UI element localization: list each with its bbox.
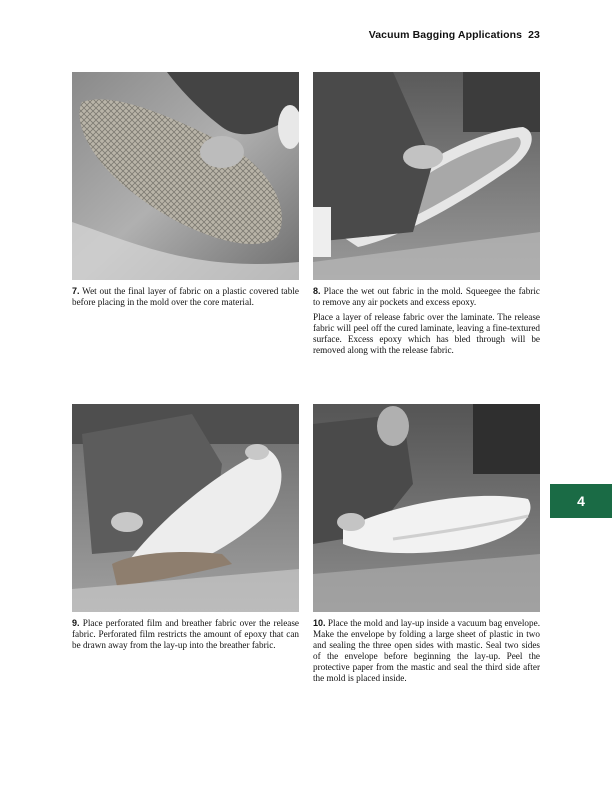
running-head-title: Vacuum Bagging Applications (368, 29, 523, 41)
caption-step-9 (72, 618, 299, 655)
chapter-tab: 4 (550, 484, 612, 518)
caption-text: Place the wet out fabric in the mold. Squeegee the fabric to remove any air pockets and excess epoxy. (313, 286, 540, 308)
caption-step-10 (313, 618, 540, 689)
caption-paragraph (72, 286, 299, 308)
step-number: 8. (313, 286, 321, 296)
photo-step-9 (72, 404, 299, 612)
caption-step-8 (313, 286, 540, 361)
photo-step-10 (313, 404, 540, 612)
caption-paragraph: Place a layer of release fabric over the laminate. The release fabric will peel off the cured laminate, leaving a fine-textured surface. Excess epoxy which has bled through will be removed along with the release fabric. (313, 312, 540, 356)
caption-paragraph (72, 618, 299, 651)
caption-text: Place perforated film and breather fabric over the release fabric. Perforated film restricts the amount of epoxy that can be drawn away from the lay-up into the breather fabric. (72, 618, 300, 651)
page-number: 23 (528, 29, 540, 41)
caption-text: Wet out the final layer of fabric on a plastic covered table before placing in the mold over the core material. (72, 286, 299, 308)
step-number: 9. (72, 618, 80, 628)
running-head (369, 29, 540, 41)
caption-step-7 (72, 286, 299, 312)
caption-text: Place the mold and lay-up inside a vacuum bag envelope. Make the envelope by folding a large sheet of plastic in two and sealing the three open sides with mastic. Seal two sides of the envelope before beginning the lay-up. Peel the protective paper from the mastic and seal the third side after the mold is placed inside. (313, 618, 540, 684)
caption-paragraph (313, 286, 540, 308)
caption-paragraph (313, 618, 540, 685)
step-number: 10. (313, 618, 326, 628)
photo-step-8 (313, 72, 540, 280)
step-number: 7. (72, 286, 80, 296)
photo-step-7 (72, 72, 299, 280)
